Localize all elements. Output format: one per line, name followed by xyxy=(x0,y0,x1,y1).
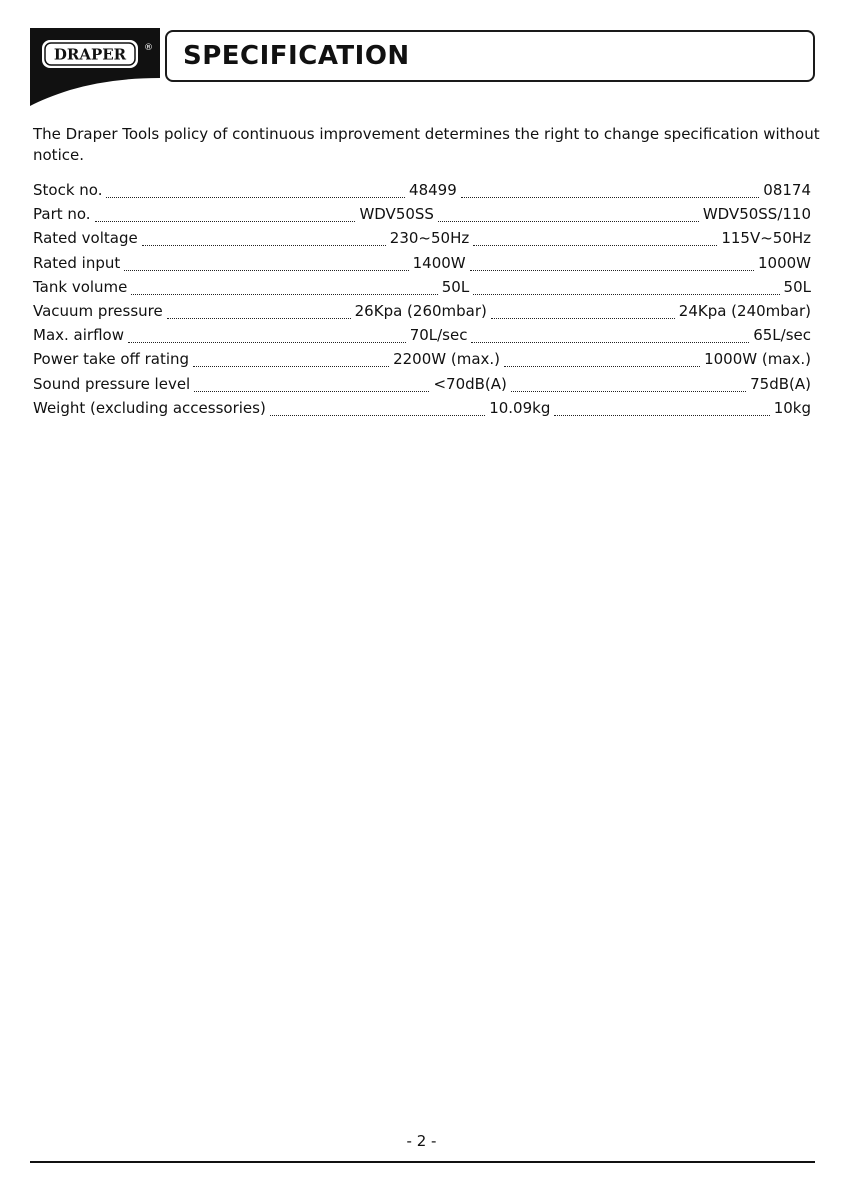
spec-row xyxy=(33,326,811,350)
spec-value-secondary: 24Kpa (240mbar) xyxy=(678,301,812,320)
spec-value-secondary: 75dB(A) xyxy=(750,374,812,393)
spec-value-primary: 1400W xyxy=(412,253,466,272)
specification-table xyxy=(33,181,811,423)
spec-value-primary: 70L/sec xyxy=(409,326,468,345)
spec-label: Tank volume xyxy=(33,277,128,296)
spec-label: Rated voltage xyxy=(33,229,138,248)
dot-leader xyxy=(511,380,746,394)
dot-leader xyxy=(504,355,700,369)
spec-row xyxy=(33,254,811,278)
dot-leader xyxy=(438,210,699,224)
spec-value-primary: 230~50Hz xyxy=(389,229,470,248)
dot-leader xyxy=(193,355,389,369)
logo-wordmark: DRAPER xyxy=(53,45,127,64)
dot-leader xyxy=(461,186,760,200)
page-number: - 2 - xyxy=(406,1132,437,1150)
dot-leader xyxy=(471,331,749,345)
spec-value-primary: 48499 xyxy=(409,181,457,199)
spec-value-primary: 50L xyxy=(441,277,470,296)
dot-leader xyxy=(473,283,779,297)
registered-mark: ® xyxy=(144,43,153,53)
spec-row xyxy=(33,302,811,326)
spec-value-secondary: 50L xyxy=(783,277,811,296)
spec-value-secondary: 10kg xyxy=(773,398,811,417)
spec-value-primary: 26Kpa (260mbar) xyxy=(354,301,487,320)
dot-leader xyxy=(554,404,769,418)
dot-leader xyxy=(491,307,675,321)
intro-paragraph: The Draper Tools policy of continuous improvement determines the right to change specification without notice. xyxy=(33,125,820,164)
spec-row xyxy=(33,181,811,205)
spec-label: Part no. xyxy=(33,205,91,224)
dot-leader xyxy=(124,259,408,273)
dot-leader xyxy=(95,210,356,224)
dot-leader xyxy=(473,234,717,248)
spec-label: Sound pressure level xyxy=(33,374,191,393)
spec-value-secondary: WDV50SS/110 xyxy=(702,205,812,224)
spec-row xyxy=(33,399,811,423)
dot-leader xyxy=(131,283,437,297)
spec-row xyxy=(33,375,811,399)
dot-leader xyxy=(128,331,406,345)
spec-row xyxy=(33,278,811,302)
draper-logo xyxy=(30,28,160,108)
dot-leader xyxy=(470,259,754,273)
dot-leader xyxy=(142,234,386,248)
spec-value-secondary: 65L/sec xyxy=(753,326,811,345)
spec-label: Vacuum pressure xyxy=(33,301,163,320)
page-title-box xyxy=(165,30,815,82)
spec-row xyxy=(33,205,811,229)
dot-leader xyxy=(270,404,485,418)
page-title: SPECIFICATION xyxy=(183,41,410,71)
spec-value-primary: 2200W (max.) xyxy=(393,350,501,369)
spec-label: Weight (excluding accessories) xyxy=(33,398,266,417)
spec-value-secondary: 1000W (max.) xyxy=(704,350,811,369)
footer-rule xyxy=(30,1161,815,1163)
spec-value-secondary: 115V~50Hz xyxy=(721,229,812,248)
spec-label: Max. airflow xyxy=(33,326,124,345)
spec-label: Power take off rating xyxy=(33,350,190,369)
draper-logo-graphic xyxy=(30,28,160,108)
spec-row xyxy=(33,229,811,253)
dot-leader xyxy=(194,380,429,394)
spec-label: Rated input xyxy=(33,253,121,272)
spec-value-primary: 10.09kg xyxy=(489,398,551,417)
spec-row xyxy=(33,350,811,374)
spec-value-primary: WDV50SS xyxy=(359,205,434,224)
dot-leader xyxy=(167,307,351,321)
spec-value-secondary: 1000W xyxy=(757,253,811,272)
spec-value-secondary: 08174 xyxy=(763,181,812,199)
spec-value-primary: <70dB(A) xyxy=(433,374,507,393)
dot-leader xyxy=(106,186,405,200)
spec-label: Stock no. xyxy=(33,181,103,199)
